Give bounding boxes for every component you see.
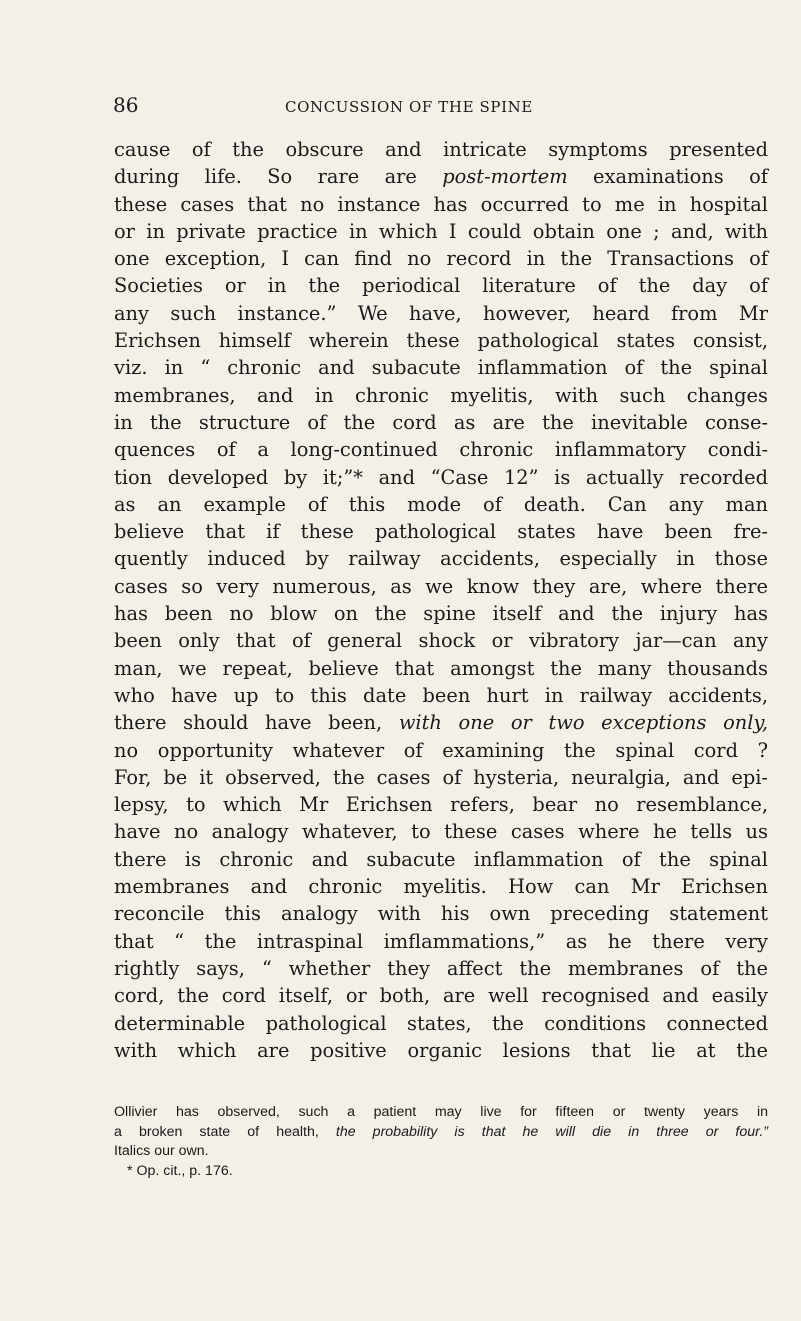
text-line: that “ the intraspinal imflammations,” as he there very [114, 929, 768, 953]
text-line: believe that if these pathological states have been fre- [114, 520, 768, 544]
text-line: tion developed by it;”* and “Case 12” is actually recorded [114, 465, 768, 489]
text-line: quently induced by railway accidents, especially in those [114, 547, 768, 571]
text-line: rightly says, “ whether they affect the membranes of the [114, 956, 768, 980]
footnote-line: Ollivier has observed, such a patient may live for fifteen or twenty years in [114, 1104, 768, 1120]
running-head [113, 93, 767, 117]
text-line: reconcile this analogy with his own preceding statement [114, 902, 768, 926]
footnote-line: a broken state of health, the probability is that he will die in three or four.” [114, 1123, 768, 1140]
footnote-line: Italics our own. [114, 1143, 209, 1160]
text-line: cord, the cord itself, or both, are well recognised and easily [114, 984, 768, 1008]
body-text [114, 136, 768, 1064]
text-line: For, be it observed, the cases of hysteria, neuralgia, and epi- [114, 765, 768, 789]
text-line: have no analogy whatever, to these cases where he tells us [114, 820, 768, 844]
text-line: been only that of general shock or vibratory jar—can any [114, 629, 768, 653]
text-line: who have up to this date been hurt in railway accidents, [114, 683, 768, 707]
text-line: in the structure of the cord as are the inevitable conse- [114, 410, 768, 434]
text-line: has been no blow on the spine itself and the injury has [114, 602, 768, 626]
text-line: membranes and chronic myelitis. How can Mr Erichsen [114, 875, 768, 899]
text-line: Erichsen himself wherein these pathological states consist, [114, 329, 768, 353]
text-line: there should have been, with one or two exceptions only, [114, 711, 768, 735]
footnote-line: * Op. cit., p. 176. [127, 1162, 233, 1179]
running-title: CONCUSSION OF THE SPINE [285, 98, 533, 116]
text-line: viz. in “ chronic and subacute inflammation of the spinal [114, 356, 768, 380]
text-line: Societies or in the periodical literature of the day of [114, 274, 768, 298]
text-line: one exception, I can find no record in the Transactions of [114, 247, 768, 271]
text-line: cause of the obscure and intricate symptoms presented [114, 138, 768, 161]
footnote [114, 1103, 768, 1181]
text-line: during life. So rare are post-mortem examinations of [114, 165, 768, 189]
text-line: man, we repeat, believe that amongst the many thousands [114, 656, 768, 680]
text-line: these cases that no instance has occurred to me in hospital [114, 192, 768, 216]
text-line: there is chronic and subacute inflammation of the spinal [114, 847, 768, 871]
text-line: with which are positive organic lesions that lie at the [114, 1038, 768, 1062]
text-line: as an example of this mode of death. Can any man [114, 492, 768, 516]
page-number: 86 [113, 93, 139, 117]
text-line: or in private practice in which I could obtain one ; and, with [114, 219, 768, 243]
text-line: quences of a long-continued chronic inflammatory condi- [114, 438, 768, 462]
text-line: any such instance.” We have, however, heard from Mr [114, 301, 768, 325]
text-line: lepsy, to which Mr Erichsen refers, bear no resemblance, [114, 793, 768, 817]
text-line: membranes, and in chronic myelitis, with such changes [114, 383, 768, 407]
text-line: cases so very numerous, as we know they are, where there [114, 574, 768, 598]
text-line: no opportunity whatever of examining the spinal cord ? [114, 738, 768, 762]
text-line: determinable pathological states, the conditions connected [114, 1011, 768, 1035]
